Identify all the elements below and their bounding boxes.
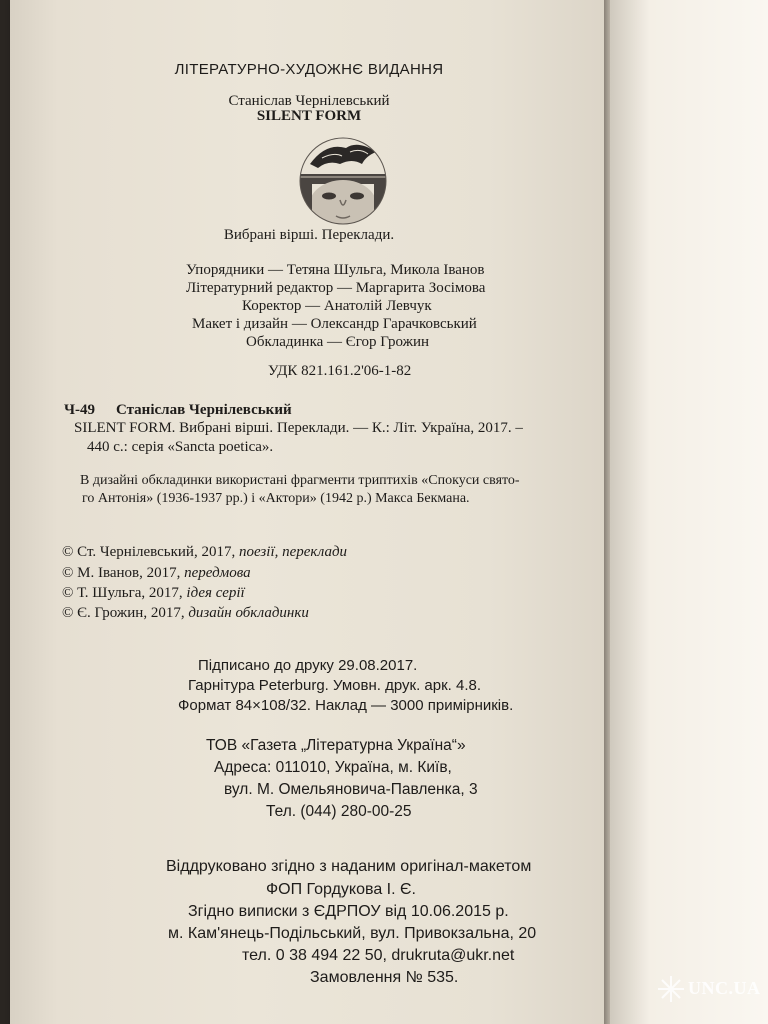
printer-line: м. Кам'янець-Подільський, вул. Привокзальна, 20 [168, 925, 537, 942]
watermark [656, 962, 764, 1016]
copyright-line [62, 565, 251, 582]
credit-line: Макет і дизайн — Олександр Гарачковський [192, 316, 477, 332]
book-title: SILENT FORM [256, 108, 362, 124]
printer-line: Згідно виписки з ЄДРПОУ від 10.06.2015 р. [188, 903, 509, 920]
copyright-role: дизайн обкладинки [188, 605, 309, 621]
credit-line: Літературний редактор — Маргарита Зосімова [186, 280, 486, 296]
publisher-line: ТОВ «Газета „Літературна Україна“» [206, 737, 466, 754]
printer-line: Замовлення № 535. [310, 969, 459, 986]
print-info-line: Підписано до друку 29.08.2017. [198, 657, 418, 674]
credit-line: Упорядники — Тетяна Шульга, Микола Іванов [186, 262, 485, 278]
publisher-line: Адреса: 011010, Україна, м. Київ, [214, 759, 452, 776]
snowflake-icon [656, 974, 686, 1004]
copyright-holder: © М. Іванов, 2017, [62, 565, 185, 581]
print-info-line: Формат 84×108/32. Наклад — 3000 примірників. [178, 697, 514, 714]
copyright-line [62, 605, 309, 622]
publisher-line: вул. М. Омельяновича-Павленка, 3 [224, 781, 478, 798]
copyright-holder: © Ст. Чернілевський, 2017, [62, 544, 239, 560]
copyright-role: поезії, переклади [238, 544, 348, 560]
book-subtitle: Вибрані вірші. Переклади. [223, 227, 395, 243]
copyright-line [62, 585, 245, 602]
copyright-holder: © Т. Шульга, 2017, [62, 585, 187, 601]
printer-line: ФОП Гордукова І. Є. [266, 881, 416, 898]
copyright-holder: © Є. Грожин, 2017, [62, 605, 189, 621]
catalog-line: 440 с.: серія «Sancta poetica». [87, 439, 274, 455]
catalog-author: Станіслав Чернілевський [116, 402, 292, 418]
copyright-role: ідея серії [186, 585, 245, 601]
author-name: Станіслав Чернілевський [228, 93, 390, 109]
design-note-line: В дизайні обкладинки використані фрагменти триптихів «Спокуси свято- [80, 473, 520, 488]
bird-over-face-emblem-icon [296, 134, 390, 228]
copyright-role: передмова [184, 565, 251, 581]
design-note-line: го Антонія» (1936-1937 рр.) і «Актори» (1942 р.) Макса Бекмана. [82, 491, 470, 506]
copyright-line [62, 544, 347, 561]
printer-line: Віддруковано згідно з наданим оригінал-макетом [166, 858, 532, 875]
print-info-line: Гарнітура Peterburg. Умовн. друк. арк. 4.8. [188, 677, 482, 694]
facing-page [610, 0, 768, 1024]
genre-label: ЛІТЕРАТУРНО-ХУДОЖНЄ ВИДАННЯ [174, 61, 444, 78]
publisher-line: Тел. (044) 280-00-25 [266, 803, 412, 820]
catalog-code: Ч-49 [64, 402, 96, 418]
printer-line: тел. 0 38 494 22 50, drukruta@ukr.net [242, 947, 515, 964]
udk-code: УДК 821.161.2'06-1-82 [268, 363, 412, 379]
credit-line: Обкладинка — Єгор Грожин [246, 334, 430, 350]
catalog-line: SILENT FORM. Вибрані вірші. Переклади. — К.: Літ. Україна, 2017. – [74, 420, 523, 436]
watermark-label: UNC.UA [688, 978, 761, 998]
credit-line: Коректор — Анатолій Левчук [242, 298, 432, 314]
